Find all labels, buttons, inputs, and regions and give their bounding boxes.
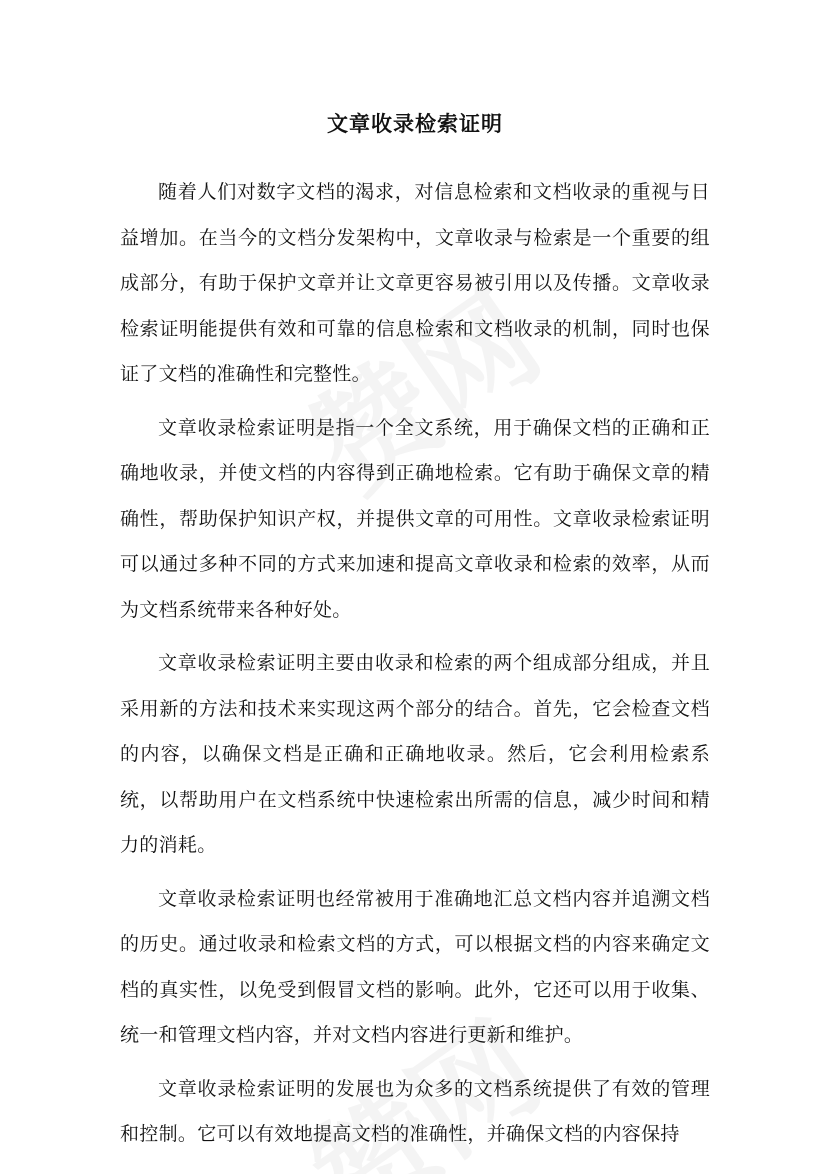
paragraph-4: 文章收录检索证明也经常被用于准确地汇总文档内容并追溯文档的历史。通过收录和检索文档的方式，可以根据文档的内容来确定文档的真实性，以免受到假冒文档的影响。此外，它还可以用于收集、统一和管理文档内容，并对文档内容进行更新和维护。: [120, 887, 710, 1046]
paragraph-1: 随着人们对数字文档的渴求，对信息检索和文档收录的重视与日益增加。在当今的文档分发架构中，文章收录与检索是一个重要的组成部分，有助于保护文章并让文章更容易被引用以及传播。文章收录检索证明能提供有效和可靠的信息检索和文档收录的机制，同时也保证了文档的准确性和完整性。: [120, 181, 710, 385]
paragraph-3: 文章收录检索证明主要由收录和检索的两个组成部分组成，并且采用新的方法和技术来实现这两个部分的结合。首先，它会检查文档的内容，以确保文档是正确和正确地收录。然后，它会利用检索系统，以帮助用户在文档系统中快速检索出所需的信息，减少时间和精力的消耗。: [120, 652, 710, 856]
paragraph-2: 文章收录检索证明是指一个全文系统，用于确保文档的正确和正确地收录，并使文档的内容得到正确地检索。它有助于确保文章的精确性，帮助保护知识产权，并提供文章的可用性。文章收录检索证明可以通过多种不同的方式来加速和提高文章收录和检索的效率，从而为文档系统带来各种好处。: [120, 416, 710, 621]
document-body: [120, 100, 710, 1166]
paragraph-5: 文章收录检索证明的发展也为众多的文档系统提供了有效的管理和控制。它可以有效地提高文档的准确性，并确保文档的内容保持: [120, 1077, 710, 1145]
document-title: 文章收录检索证明: [327, 112, 503, 136]
